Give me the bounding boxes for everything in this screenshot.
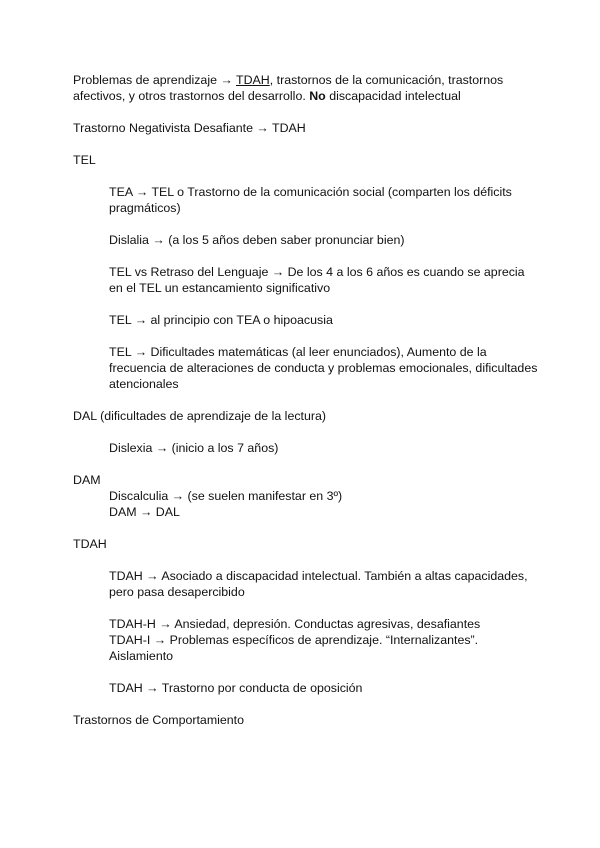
tdah-item-3-line-2: Aislamiento: [109, 649, 174, 663]
heading-dal: DAL (dificultades de aprendizaje de la lectura): [73, 409, 327, 423]
dal-item-1: Dislexia → (inicio a los 7 años): [109, 441, 279, 455]
intro-text-2c: discapacidad intelectual: [325, 89, 461, 103]
tdah-item-1-line-2: pero pasa desapercibido: [109, 585, 245, 599]
tdah-underlined: TDAH: [236, 73, 270, 87]
no-bold: No: [309, 89, 326, 103]
heading-dam: DAM: [73, 473, 101, 487]
tnd-line: Trastorno Negativista Desafiante → TDAH: [73, 121, 306, 135]
tel-item-5-line-1: TEL → Dificultades matemáticas (al leer enunciados), Aumento de la: [109, 345, 487, 359]
tel-item-2: Dislalia → (a los 5 años deben saber pronunciar bien): [109, 233, 405, 247]
tel-item-5-line-2: frecuencia de alteraciones de conducta y problemas emocionales, dificultades: [109, 361, 538, 375]
intro-line-1: [73, 72, 503, 88]
intro-text-1a: Problemas de aprendizaje →: [73, 73, 237, 87]
tdah-item-1-line-1: TDAH → Asociado a discapacidad intelectual. También a altas capacidades,: [109, 569, 528, 583]
tdah-item-4: TDAH → Trastorno por conducta de oposición: [109, 681, 363, 695]
tdah-item-2: TDAH-H → Ansiedad, depresión. Conductas agresivas, desafiantes: [109, 617, 481, 631]
tel-item-4: TEL → al principio con TEA o hipoacusia: [109, 313, 333, 327]
heading-tdah: TDAH: [73, 537, 107, 551]
heading-trastornos-comportamiento: Trastornos de Comportamiento: [73, 713, 245, 727]
tdah-item-3-line-1: TDAH-I → Problemas específicos de aprendizaje. “Internalizantes”.: [109, 633, 479, 647]
intro-text-2a: afectivos, y otros trastornos del desarrollo.: [73, 89, 310, 103]
tel-item-1-line-2: pragmáticos): [109, 201, 181, 215]
tel-item-3-line-2: en el TEL un estancamiento significativo: [109, 281, 331, 295]
dam-item-2: DAM → DAL: [109, 505, 180, 519]
intro-text-1c: , trastornos de la comunicación, trastornos: [269, 73, 504, 87]
tel-item-1-line-1: TEA → TEL o Trastorno de la comunicación social (comparten los déficits: [109, 185, 512, 199]
intro-line-2: [73, 88, 461, 104]
tel-item-3-line-1: TEL vs Retraso del Lenguaje → De los 4 a los 6 años es cuando se aprecia: [109, 265, 525, 279]
tel-item-5-line-3: atencionales: [109, 377, 179, 391]
dam-item-1: Discalculia → (se suelen manifestar en 3º): [109, 489, 343, 503]
heading-tel: TEL: [73, 153, 96, 167]
